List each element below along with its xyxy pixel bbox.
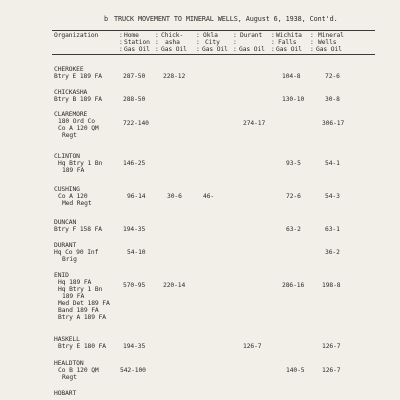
- cell-mineral: 54-3: [325, 193, 340, 200]
- col-header-durant-1: Durant: [240, 32, 263, 39]
- row-town: CLINTON: [54, 153, 80, 160]
- row-unit: Hq Btry 1 Bn: [58, 160, 103, 167]
- cell-durant: 274-17: [243, 120, 266, 127]
- cell-wichita: 93-5: [286, 160, 301, 167]
- cell-home: 54-10: [127, 249, 146, 256]
- cell-mineral: 30-8: [325, 96, 340, 103]
- col-header-okla-1: Okla: [203, 32, 218, 39]
- col-header-okla-2: City: [205, 39, 220, 46]
- cell-home: 96-14: [127, 193, 146, 200]
- row-town: ENID: [54, 272, 69, 279]
- row-unit: Btry F 158 FA: [54, 226, 102, 233]
- row-town: CHEROKEE: [54, 66, 84, 73]
- cell-home: 722-140: [123, 120, 149, 127]
- col-header-wichita-2: Falls: [278, 39, 297, 46]
- col-header-okla-3: Gas Oil: [202, 46, 228, 53]
- row-town: CUSHING: [54, 186, 80, 193]
- row-unit: Co A 120: [58, 193, 88, 200]
- col-separator: : : :: [155, 32, 159, 53]
- row-unit: Btry A 189 FA: [58, 314, 106, 321]
- col-header-home-2: Station: [124, 39, 150, 46]
- cell-wichita: 72-6: [286, 193, 301, 200]
- row-town: CLAREMORE: [54, 111, 88, 118]
- row-unit: Hq Co 90 Inf: [54, 249, 99, 256]
- cell-mineral: 126-7: [322, 343, 341, 350]
- cell-home: 194-35: [123, 343, 146, 350]
- row-unit: Btry E 189 FA: [54, 73, 102, 80]
- col-header-wichita-3: Gas Oil: [276, 46, 302, 53]
- cell-home: 194-35: [123, 226, 146, 233]
- col-header-durant-2: Gas Oil: [239, 46, 265, 53]
- row-town: DUNCAN: [54, 219, 77, 226]
- cell-home: 542-100: [120, 367, 146, 374]
- cell-mineral: 126-7: [322, 367, 341, 374]
- cell-durant: 126-7: [243, 343, 262, 350]
- row-town: CHICKASHA: [54, 89, 88, 96]
- cell-chickasha: 228-12: [163, 73, 186, 80]
- row-unit: Med Regt: [62, 200, 92, 207]
- row-unit: Co A 120 QM: [58, 125, 99, 132]
- row-unit: Band 189 FA: [58, 307, 99, 314]
- row-unit: Hq 189 FA: [58, 279, 92, 286]
- col-header-organization: Organization: [54, 32, 99, 39]
- cell-mineral: 72-6: [325, 73, 340, 80]
- row-unit: 189 FA: [62, 293, 85, 300]
- row-town: HASKELL: [54, 336, 80, 343]
- col-header-chickasha-3: Gas Oil: [161, 46, 187, 53]
- col-header-chickasha-2: asha: [165, 39, 180, 46]
- row-unit: Btry B 189 FA: [54, 96, 102, 103]
- row-unit: 189 FA: [62, 167, 85, 174]
- col-header-mineral-3: Gas Oil: [316, 46, 342, 53]
- row-unit: 180 Ord Co: [58, 118, 95, 125]
- row-town: DURANT: [54, 242, 77, 249]
- row-unit: Brig: [62, 256, 77, 263]
- cell-home: 287-50: [123, 73, 146, 80]
- row-unit: Co B 120 QM: [58, 367, 99, 374]
- header-top-rule: [52, 30, 375, 31]
- cell-mineral: 54-1: [325, 160, 340, 167]
- header-bottom-rule: [52, 54, 375, 55]
- cell-wichita: 140-5: [286, 367, 305, 374]
- cell-wichita: 63-2: [286, 226, 301, 233]
- col-header-wichita-1: Wichita: [276, 32, 302, 39]
- col-header-chickasha-1: Chick-: [161, 32, 184, 39]
- cell-home: 146-25: [123, 160, 146, 167]
- col-separator: : : :: [119, 32, 123, 53]
- col-separator: : : :: [196, 32, 200, 53]
- col-header-home-3: Gas Oil: [124, 46, 150, 53]
- row-town: HEALDTON: [54, 360, 84, 367]
- col-header-mineral-1: Mineral: [318, 32, 344, 39]
- row-unit: Regt: [62, 132, 77, 139]
- cell-mineral: 198-8: [322, 282, 341, 289]
- cell-mineral: 36-2: [325, 249, 340, 256]
- cell-wichita: 286-16: [282, 282, 305, 289]
- cell-mineral: 63-1: [325, 226, 340, 233]
- col-separator: : : :: [271, 32, 275, 53]
- col-separator: : : :: [233, 32, 237, 53]
- cell-mineral: 306-17: [322, 120, 345, 127]
- col-separator: : : :: [310, 32, 314, 53]
- row-unit: Btry E 180 FA: [58, 343, 106, 350]
- col-header-mineral-2: Wells: [318, 39, 337, 46]
- col-header-home-1: Home: [124, 32, 139, 39]
- row-unit: Med Det 189 FA: [58, 300, 110, 307]
- cell-chickasha: 30-6: [167, 193, 182, 200]
- row-unit: Regt: [62, 374, 77, 381]
- cell-home: 570-95: [123, 282, 146, 289]
- document-title: TRUCK MOVEMENT TO MINERAL WELLS, August 6, 1938, Cont'd.: [114, 15, 338, 23]
- row-unit: Hq Btry 1 Bn: [58, 286, 103, 293]
- cell-okla: 46-: [203, 193, 215, 200]
- row-town: HOBART: [54, 390, 77, 397]
- cell-wichita: 130-10: [282, 96, 305, 103]
- cell-wichita: 104-8: [282, 73, 301, 80]
- cell-chickasha: 220-14: [163, 282, 186, 289]
- cell-home: 288-50: [123, 96, 146, 103]
- page-letter: b: [104, 15, 108, 23]
